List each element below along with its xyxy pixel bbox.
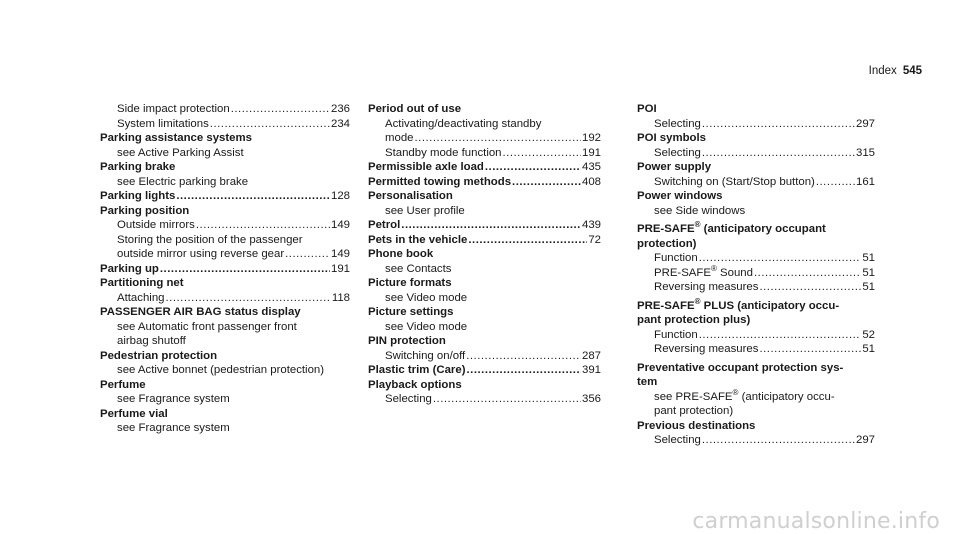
index-entry-text: Activating/deactivating standby bbox=[385, 117, 542, 130]
index-crossref[interactable]: airbag shutoff bbox=[117, 335, 186, 347]
index-entry[interactable]: Selecting ..... 315 bbox=[637, 146, 875, 161]
index-heading: PRE-SAFE® PLUS (anticipatory occu- bbox=[637, 296, 840, 312]
index-heading: Parking assistance systems bbox=[100, 132, 252, 144]
index-crossref[interactable]: see Active bonnet (pedestrian protection) bbox=[117, 364, 325, 376]
index-entry[interactable]: Pets in the vehicle ..... 72 bbox=[368, 233, 601, 248]
index-heading: Parking position bbox=[100, 204, 190, 217]
index-heading: PASSENGER AIR BAG status display bbox=[100, 306, 301, 318]
index-column-2 bbox=[368, 102, 601, 407]
index-entry[interactable]: Plastic trim (Care) ..... 391 bbox=[368, 363, 601, 378]
index-crossref[interactable]: see User profile bbox=[385, 204, 465, 217]
index-heading: PRE-SAFE® (anticipatory occupant bbox=[637, 220, 826, 235]
index-crossref[interactable]: see Automatic front passenger front bbox=[117, 320, 297, 333]
index-entry[interactable]: Permissible axle load ..... 435 bbox=[368, 160, 601, 175]
index-crossref[interactable]: see Contacts bbox=[385, 262, 452, 275]
index-heading: POI bbox=[637, 103, 657, 115]
index-entry[interactable]: Side impact protection ..... 236 bbox=[100, 102, 350, 117]
index-heading: PIN protection bbox=[368, 335, 446, 347]
index-entry[interactable]: Parking up ..... 191 bbox=[100, 262, 350, 277]
index-heading: protection) bbox=[637, 237, 697, 250]
index-entry[interactable]: Standby mode function ..... 191 bbox=[368, 146, 601, 161]
page-header bbox=[869, 64, 922, 79]
index-entry[interactable]: Selecting ..... 356 bbox=[368, 392, 601, 407]
index-heading: Power windows bbox=[637, 190, 723, 202]
index-entry[interactable]: Parking lights ..... 128 bbox=[100, 189, 350, 204]
index-crossref[interactable]: see Electric parking brake bbox=[117, 175, 249, 188]
index-heading: POI symbols bbox=[637, 132, 707, 144]
index-entry[interactable]: Function ..... 51 bbox=[637, 251, 875, 266]
index-heading: Partitioning net bbox=[100, 277, 184, 289]
index-entry[interactable]: Selecting ..... 297 bbox=[637, 433, 875, 448]
index-crossref[interactable]: pant protection) bbox=[654, 405, 734, 417]
index-entry[interactable]: Function ..... 52 bbox=[637, 328, 875, 343]
index-entry-text: Storing the position of the passenger bbox=[117, 233, 303, 246]
index-heading: Perfume vial bbox=[100, 407, 168, 420]
index-entry[interactable]: outside mirror using reverse gear ..... 149 bbox=[100, 247, 350, 262]
index-crossref[interactable]: see Active Parking Assist bbox=[117, 146, 244, 159]
index-entry[interactable]: System limitations ..... 234 bbox=[100, 117, 350, 132]
index-heading: Playback options bbox=[368, 378, 462, 391]
index-entry[interactable]: Switching on (Start/Stop button) ..... 161 bbox=[637, 175, 875, 190]
index-entry[interactable]: Outside mirrors ..... 149 bbox=[100, 218, 350, 233]
index-heading: Perfume bbox=[100, 378, 146, 391]
index-heading: tem bbox=[637, 376, 658, 388]
index-heading: Power supply bbox=[637, 161, 712, 173]
index-crossref[interactable]: see Fragrance system bbox=[117, 422, 230, 434]
index-entry[interactable]: PRE-SAFE® Sound ..... 51 bbox=[637, 266, 875, 281]
index-heading: Phone book bbox=[368, 248, 434, 260]
index-entry[interactable]: Reversing measures ..... 51 bbox=[637, 280, 875, 295]
index-entry[interactable]: Reversing measures ..... 51 bbox=[637, 342, 875, 357]
watermark: carmanualsonline.info bbox=[692, 508, 940, 534]
index-crossref[interactable]: see PRE-SAFE® (anticipatory occu- bbox=[654, 387, 835, 403]
index-heading: pant protection plus) bbox=[637, 314, 751, 326]
index-entry[interactable]: Selecting ..... 297 bbox=[637, 117, 875, 132]
index-crossref[interactable]: see Fragrance system bbox=[117, 393, 230, 405]
index-heading: Preventative occupant protection sys- bbox=[637, 361, 844, 374]
index-heading: Picture settings bbox=[368, 306, 454, 318]
index-column-3 bbox=[637, 102, 875, 448]
index-heading: Parking brake bbox=[100, 161, 176, 173]
index-crossref[interactable]: see Video mode bbox=[385, 320, 468, 333]
index-crossref[interactable]: see Side windows bbox=[654, 204, 746, 217]
index-entry[interactable]: Switching on/off ..... 287 bbox=[368, 349, 601, 364]
index-column-1 bbox=[100, 102, 350, 436]
index-entry[interactable]: Permitted towing methods ..... 408 bbox=[368, 175, 601, 190]
index-heading: Pedestrian protection bbox=[100, 349, 218, 362]
index-heading: Personalisation bbox=[368, 190, 453, 202]
index-entry[interactable]: mode ..... 192 bbox=[368, 131, 601, 146]
page-number: 545 bbox=[902, 65, 922, 77]
index-heading: Picture formats bbox=[368, 277, 452, 289]
index-entry[interactable]: Petrol ..... 439 bbox=[368, 218, 601, 233]
index-heading: Previous destinations bbox=[637, 419, 756, 432]
index-crossref[interactable]: see Video mode bbox=[385, 291, 468, 304]
index-entry[interactable]: Attaching ..... 118 bbox=[100, 291, 350, 306]
index-heading: Period out of use bbox=[368, 103, 462, 115]
section-label: Index bbox=[868, 65, 897, 77]
